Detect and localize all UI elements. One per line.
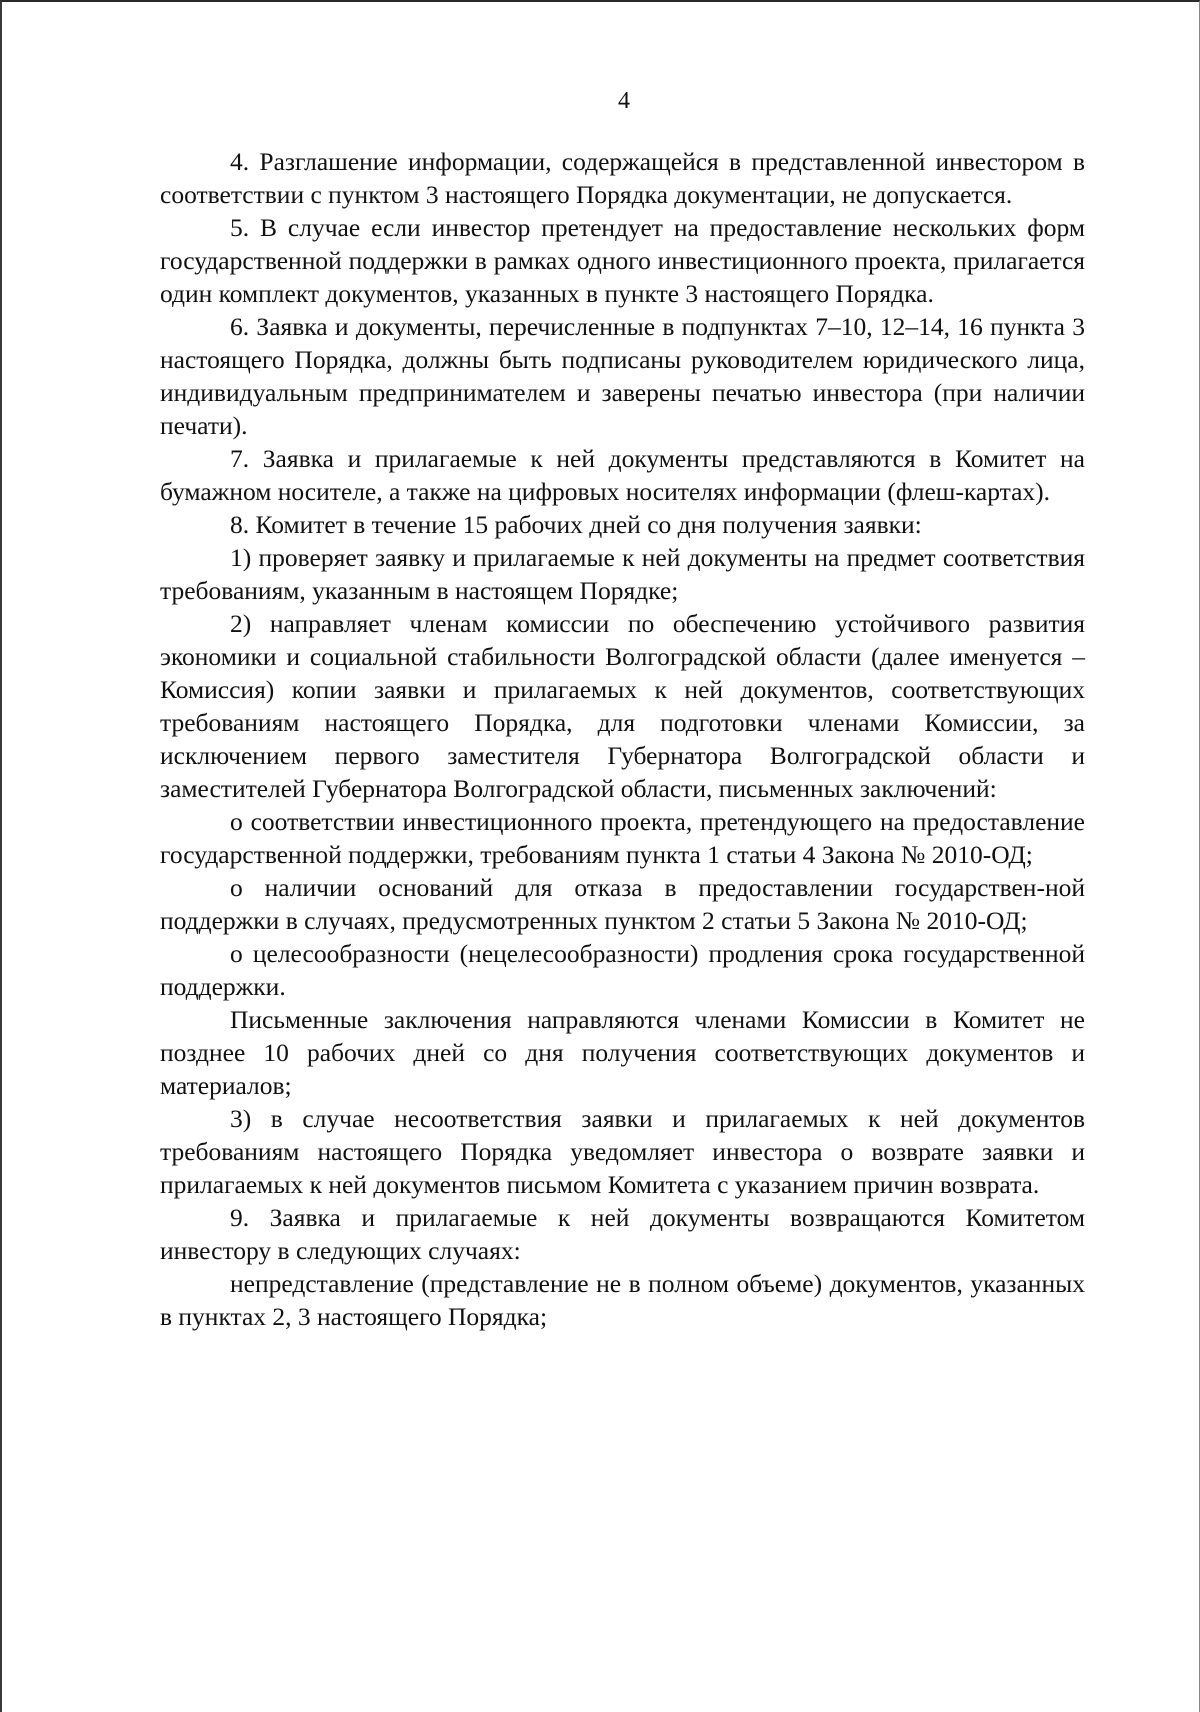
paragraph-6-signatures: 6. Заявка и документы, перечисленные в подпунктах 7–10, 12–14, 16 пункта 3 настоящего Порядка, должны быть подписаны руководителем юридического лица, индивидуальным предпринимателем и заверены печатью инвестора (при наличии печати). (160, 312, 1085, 440)
subitem-3-return-notice: 3) в случае несоответствия заявки и прилагаемых к ней документов требованиям настоящего Порядка уведомляет инвестора о возврате заявки и прилагаемых к ней документов письмом Комитета с указанием причин возврата. (160, 1104, 1085, 1199)
document-body (160, 145, 1085, 1333)
paragraph-8-committee-term: 8. Комитет в течение 15 рабочих дней со дня получения заявки: (230, 510, 922, 539)
subitem-1-check: 1) проверяет заявку и прилагаемые к ней документы на предмет соответствия требованиям, указанным в настоящем Порядке; (160, 543, 1085, 605)
subitem-2-send-to-commission: 2) направляет членам комиссии по обеспечению устойчивого развития экономики и социальной стабильности Волгоградской области (далее именуется – Комиссия) копии заявки и прилагаемых к ней документов, соответствующих требованиям настоящего Порядка, для подготовки членами Комиссии, за исключением первого заместителя Губернатора Волгоградской области и заместителей Губернатора Волгоградской области, письменных заключений: (160, 609, 1085, 803)
conclusion-item-extension: о целесообразности (нецелесообразности) продления срока государственной поддержки. (160, 939, 1085, 1001)
paragraph-9-return-cases: 9. Заявка и прилагаемые к ней документы возвращаются Комитетом инвестору в следующих случаях: (160, 1203, 1085, 1265)
paragraph-7-submission: 7. Заявка и прилагаемые к ней документы представляются в Комитет на бумажном носителе, а также на цифровых носителях информации (флеш-картах). (160, 444, 1085, 506)
page-number: 4 (618, 88, 630, 114)
conclusion-item-refusal-grounds: о наличии оснований для отказа в предоставлении государствен-ной поддержки в случаях, предусмотренных пунктом 2 статьи 5 Закона № 2010-ОД; (160, 873, 1085, 935)
return-case-incomplete-documents: непредставление (представление не в полном объеме) документов, указанных в пунктах 2, 3 настоящего Порядка; (160, 1269, 1085, 1331)
paragraph-4-disclosure: 4. Разглашение информации, содержащейся в представленной инвестором в соответствии с пунктом 3 настоящего Порядка документации, не допускается. (160, 147, 1085, 209)
paragraph-written-conclusions: Письменные заключения направляются членами Комиссии в Комитет не позднее 10 рабочих дней со дня получения соответствующих документов и материалов; (160, 1005, 1085, 1100)
conclusion-item-compliance: о соответствии инвестиционного проекта, претендующего на предоставление государственной поддержки, требованиям пункта 1 статьи 4 Закона № 2010-ОД; (160, 807, 1085, 869)
paragraph-5-multiple-forms: 5. В случае если инвестор претендует на предоставление нескольких форм государственной поддержки в рамках одного инвестиционного проекта, прилагается один комплект документов, указанных в пункте 3 настоящего Порядка. (160, 213, 1085, 308)
